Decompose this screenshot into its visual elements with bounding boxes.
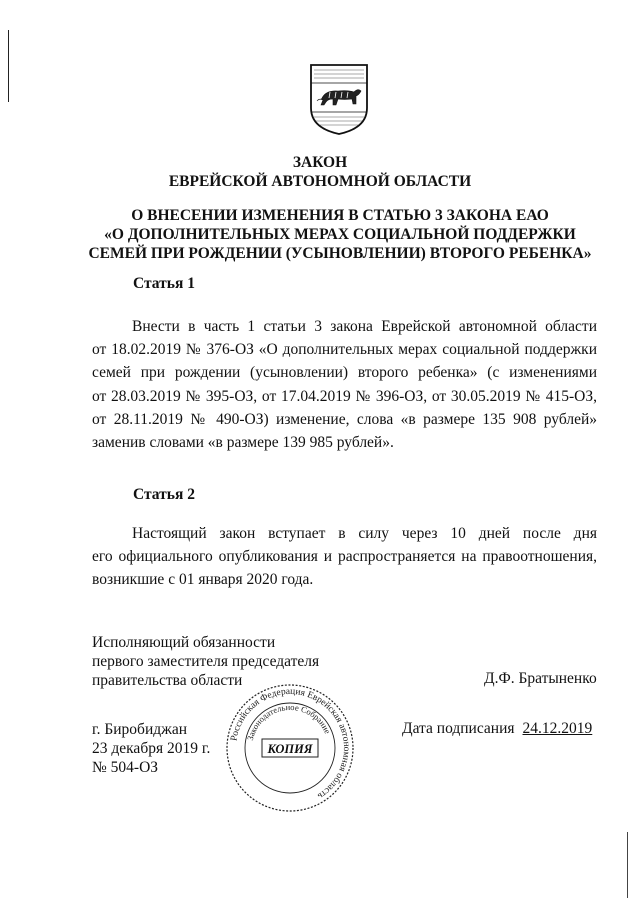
scan-edge-line (627, 832, 628, 898)
paragraph-line: Настоящий закон вступает в силу через 10 дней после дня (132, 525, 597, 542)
copy-stamp (224, 682, 356, 814)
paragraph-line: от 28.03.2019 № 395-ОЗ, от 17.04.2019 № 396-ОЗ, от 30.05.2019 № 415-ОЗ, (92, 387, 597, 405)
stamp-outer-text: Российская Федерация Еврейская автономная область (229, 686, 352, 801)
region-heading: ЕВРЕЙСКОЙ АВТОНОМНОЙ ОБЛАСТИ (168, 173, 472, 190)
signing-date-value: 24.12.2019 (522, 720, 593, 737)
article-2-text (92, 522, 597, 592)
law-date: 23 декабря 2019 г. (92, 740, 211, 757)
law-number: № 504-ОЗ (92, 759, 159, 776)
paragraph-line: заменив словами «в размере 139 985 рублей». (92, 433, 394, 451)
law-title-line: «О ДОПОЛНИТЕЛЬНЫХ МЕРАХ СОЦИАЛЬНОЙ ПОДДЕРЖКИ (104, 226, 576, 243)
paragraph-line: от 18.02.2019 № 376-ОЗ «О дополнительных мерах социальной поддержки (92, 341, 597, 359)
signatory-name: Д.Ф. Братыненко (484, 670, 597, 687)
position-line: Исполняющий обязанности (92, 634, 276, 651)
place-and-number (92, 720, 210, 777)
scan-edge-line (8, 30, 9, 102)
paragraph-line: Внести в часть 1 статьи 3 закона Еврейской автономной области (132, 318, 597, 335)
article-2-heading: Статья 2 (133, 486, 195, 503)
paragraph-line: от 28.11.2019 № 490-ОЗ) изменение, слова «в размере 135 908 рублей» (92, 410, 597, 428)
law-title-line: СЕМЕЙ ПРИ РОЖДЕНИИ (УСЫНОВЛЕНИИ) ВТОРОГО РЕБЕНКА» (88, 245, 592, 262)
paragraph-line: семей при рождении (усыновлении) второго ребенка» (с изменениями (92, 364, 597, 382)
law-title (60, 206, 620, 263)
signing-date-block (402, 720, 592, 738)
paragraph-line: его официального опубликования и распространяется на правоотношения, (92, 548, 597, 566)
article-1-heading: Статья 1 (133, 275, 195, 292)
article-1-text (92, 315, 597, 454)
document-type-heading: ЗАКОН (292, 154, 348, 171)
paragraph-line: возникшие с 01 января 2020 года. (92, 571, 314, 589)
position-line: правительства области (92, 672, 243, 689)
city: г. Биробиджан (92, 721, 188, 738)
tiger-coat-of-arms-icon (308, 62, 370, 136)
signing-date-label: Дата подписания (402, 720, 515, 737)
position-line: первого заместителя председателя (92, 653, 320, 670)
stamp-center-text: КОПИЯ (267, 742, 313, 756)
law-title-line: О ВНЕСЕНИИ ИЗМЕНЕНИЯ В СТАТЬЮ 3 ЗАКОНА ЕАО (131, 207, 549, 224)
stamp-inner-text: Законодательное Собрание (244, 701, 333, 742)
